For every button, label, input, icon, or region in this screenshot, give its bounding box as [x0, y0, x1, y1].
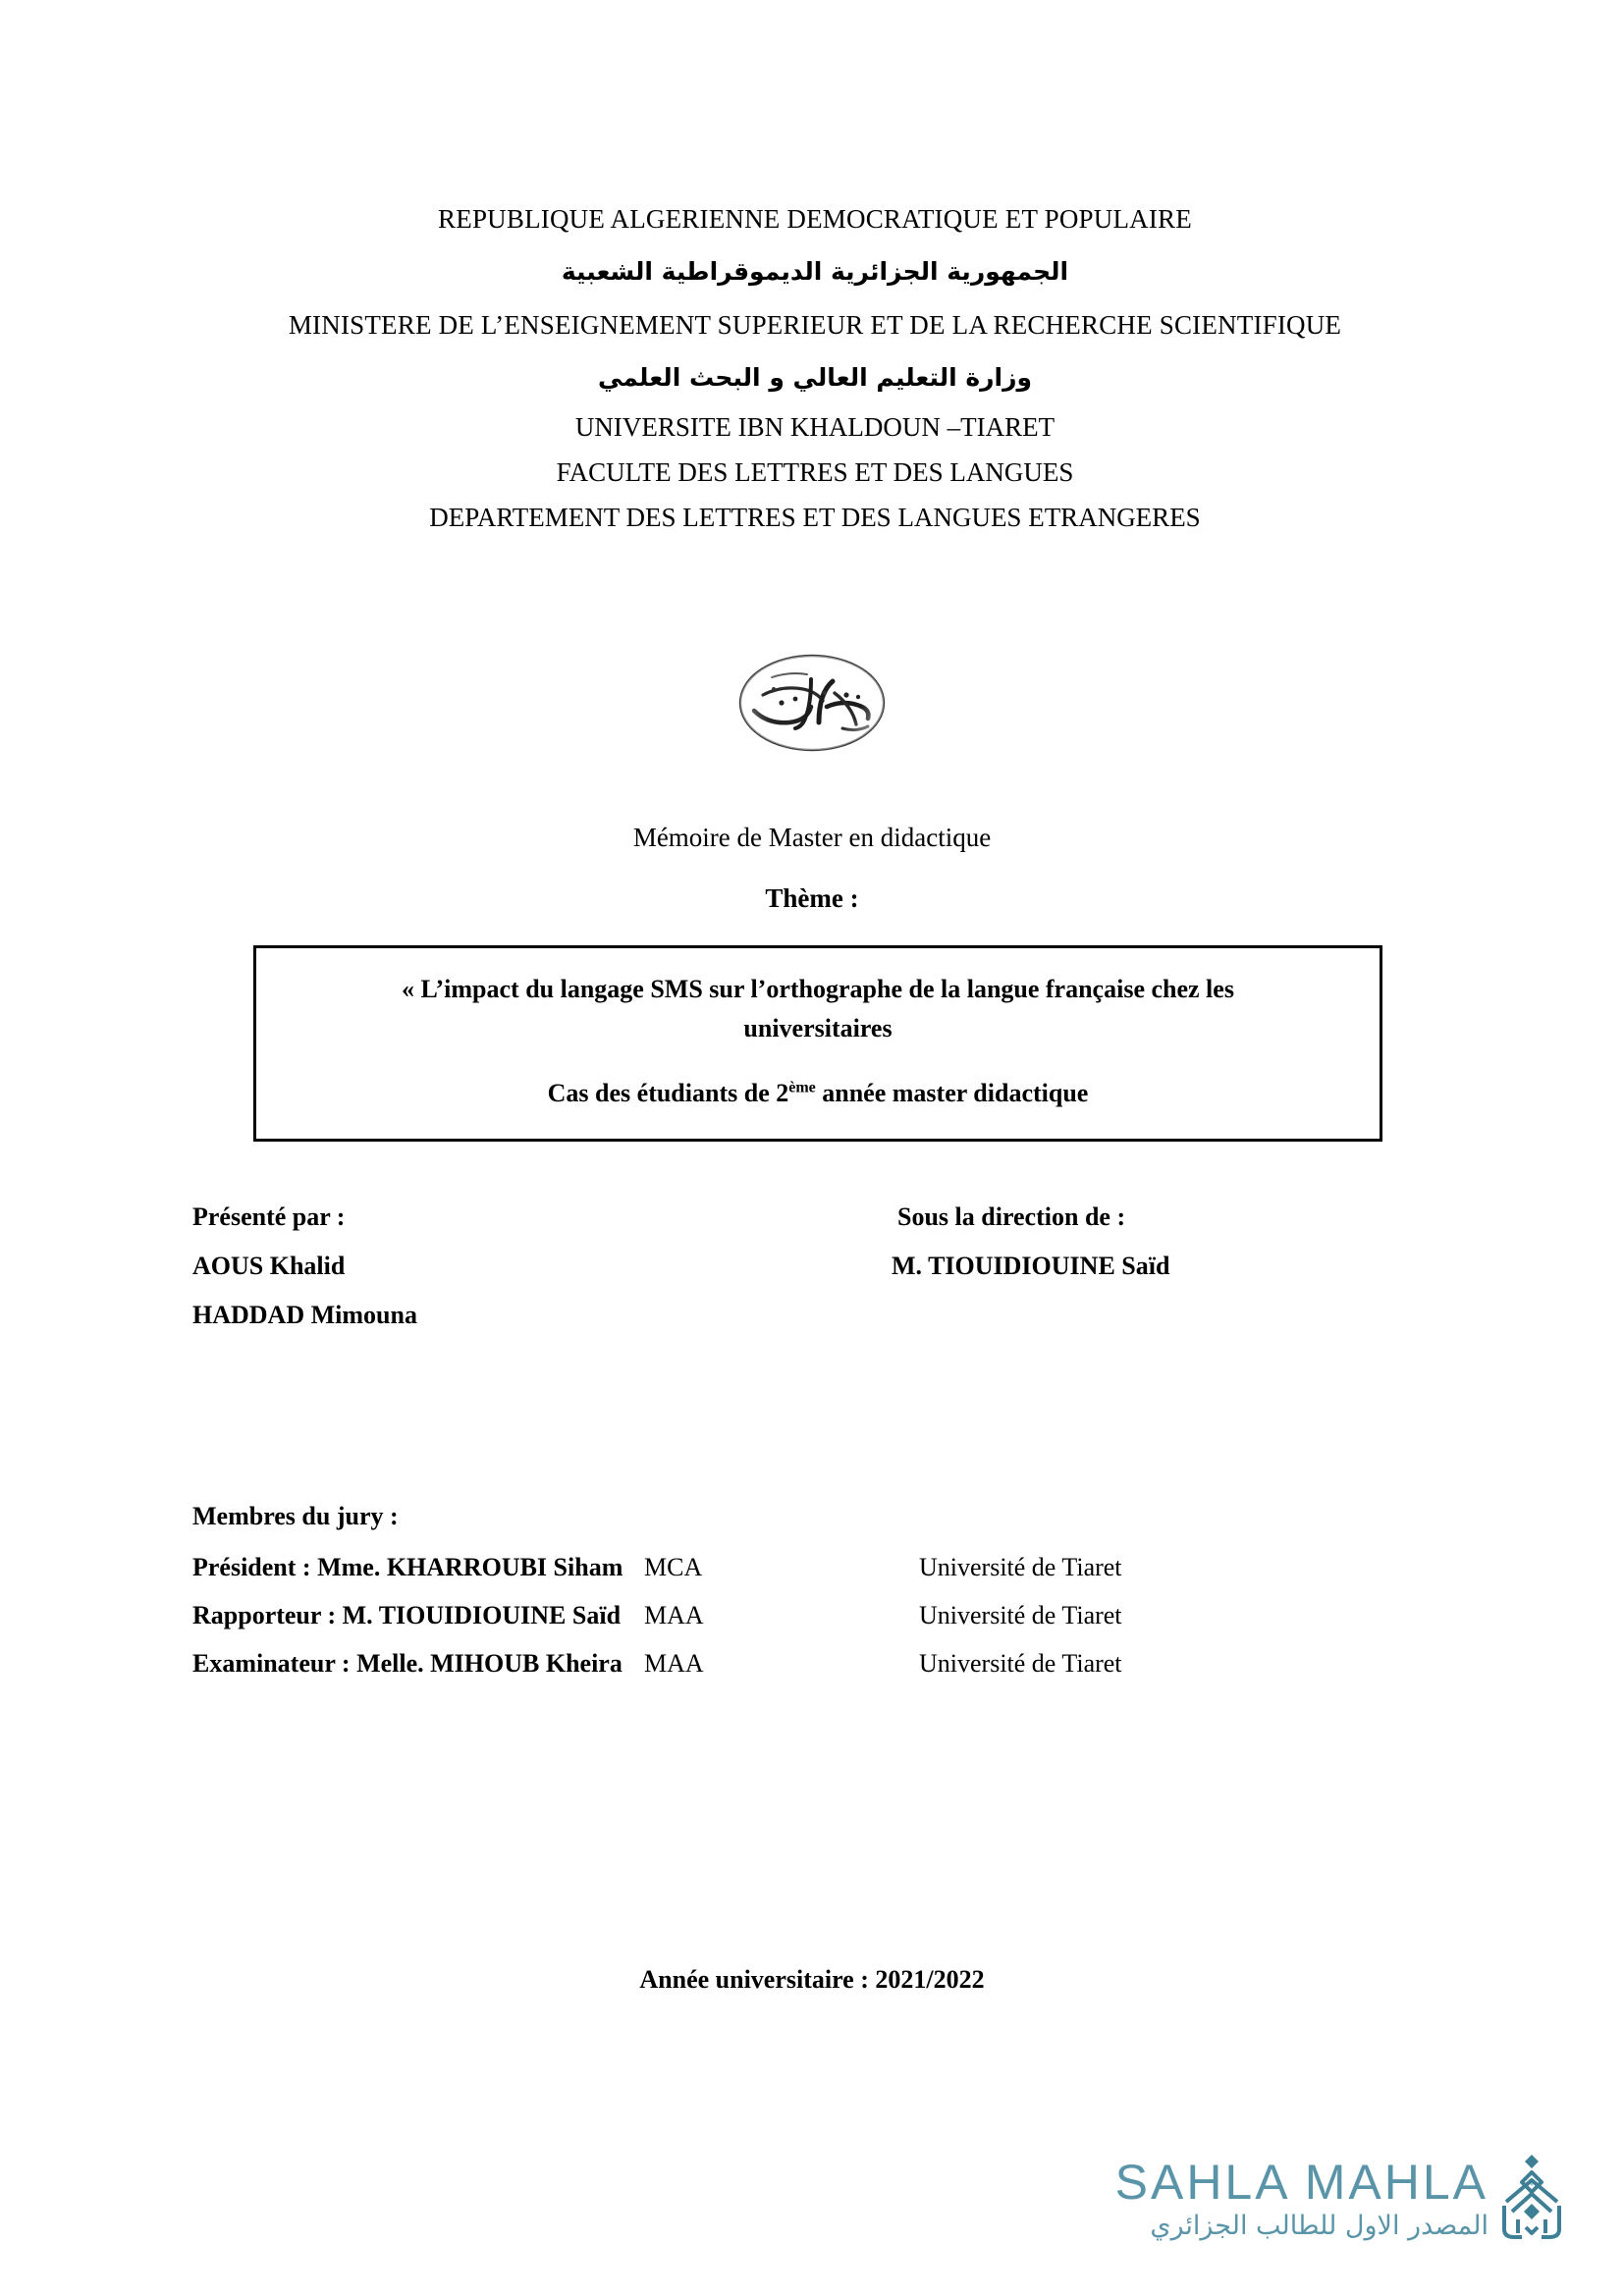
thesis-subtitle-suffix: année master didactique: [815, 1079, 1089, 1107]
watermark-arabic-text: المصدر الاول للطالب الجزائري: [1150, 2210, 1489, 2241]
table-row: [192, 1649, 1449, 1679]
thesis-subtitle: [282, 1074, 1354, 1113]
sahla-mahla-watermark: [1115, 2151, 1567, 2245]
institution-header: [187, 192, 1443, 540]
thesis-title-line-2: universitaires: [743, 1014, 893, 1042]
author-name-2: HADDAD Mimouna: [192, 1301, 417, 1329]
university-seal-wrapper: [0, 650, 1624, 756]
labels-row: [192, 1202, 1430, 1232]
jury-member-grade: MCA: [644, 1553, 703, 1581]
table-row: [192, 1553, 1449, 1582]
ministry-line-fr: MINISTERE DE L’ENSEIGNEMENT SUPERIEUR ET DE LA RECHERCHE SCIENTIFIQUE: [288, 310, 1342, 340]
republic-line-ar: الجمهورية الجزائرية الديموقراطية الشعبية: [561, 257, 1069, 286]
republic-line-fr: REPUBLIQUE ALGERIENNE DEMOCRATIQUE ET POPULAIRE: [438, 204, 1192, 234]
supervised-by-label: Sous la direction de :: [897, 1202, 1126, 1231]
department-line: DEPARTEMENT DES LETTRES ET DES LANGUES ETRANGERES: [429, 503, 1201, 532]
jury-member-role-name: Examinateur : Melle. MIHOUB Kheira: [192, 1649, 623, 1678]
watermark-latin-text: SAHLA MAHLA: [1114, 2154, 1489, 2210]
ministry-line-ar: وزارة التعليم العالي و البحث العلمي: [597, 363, 1033, 392]
thesis-subtitle-ordinal: ème: [788, 1079, 816, 1096]
faculty-line: FACULTE DES LETTRES ET DES LANGUES: [556, 457, 1074, 487]
jury-label: Membres du jury :: [192, 1502, 399, 1530]
thesis-title-box: [253, 945, 1382, 1142]
university-line: UNIVERSITE IBN KHALDOUN –TIARET: [574, 412, 1056, 442]
jury-member-grade: MAA: [644, 1601, 704, 1629]
author-name-1: AOUS Khalid: [192, 1252, 346, 1280]
jury-member-institution: Université de Tiaret: [919, 1601, 1122, 1629]
table-row: [192, 1601, 1449, 1630]
theme-label: Thème :: [765, 883, 859, 913]
university-seal: [709, 650, 915, 756]
thesis-title-line-1: « L’impact du langage SMS sur l’orthographe de la langue française chez les: [402, 975, 1234, 1003]
presented-by-label: Présenté par :: [192, 1202, 346, 1231]
degree-line: Mémoire de Master en didactique: [632, 823, 992, 852]
jury-member-grade: MAA: [644, 1649, 704, 1678]
ornate-diamond-icon: [1496, 2151, 1567, 2245]
watermark-text: [1114, 2154, 1489, 2241]
jury-member-role-name: Président : Mme. KHARROUBI Siham: [192, 1553, 623, 1581]
academic-year: Année universitaire : 2021/2022: [639, 1965, 985, 1994]
first-author-row: [192, 1252, 1430, 1281]
jury-block: [192, 1502, 1449, 1697]
jury-member-role-name: Rapporteur : M. TIOUIDIOUINE Saïd: [192, 1601, 622, 1629]
supervisor-name: M. TIOUIDIOUINE Saïd: [892, 1252, 1170, 1280]
jury-member-institution: Université de Tiaret: [919, 1553, 1122, 1581]
thesis-subtitle-prefix: Cas des étudiants de 2: [547, 1079, 789, 1107]
jury-member-institution: Université de Tiaret: [919, 1649, 1122, 1678]
second-author-row: [192, 1301, 1430, 1330]
authors-supervisor-block: [192, 1202, 1430, 1350]
